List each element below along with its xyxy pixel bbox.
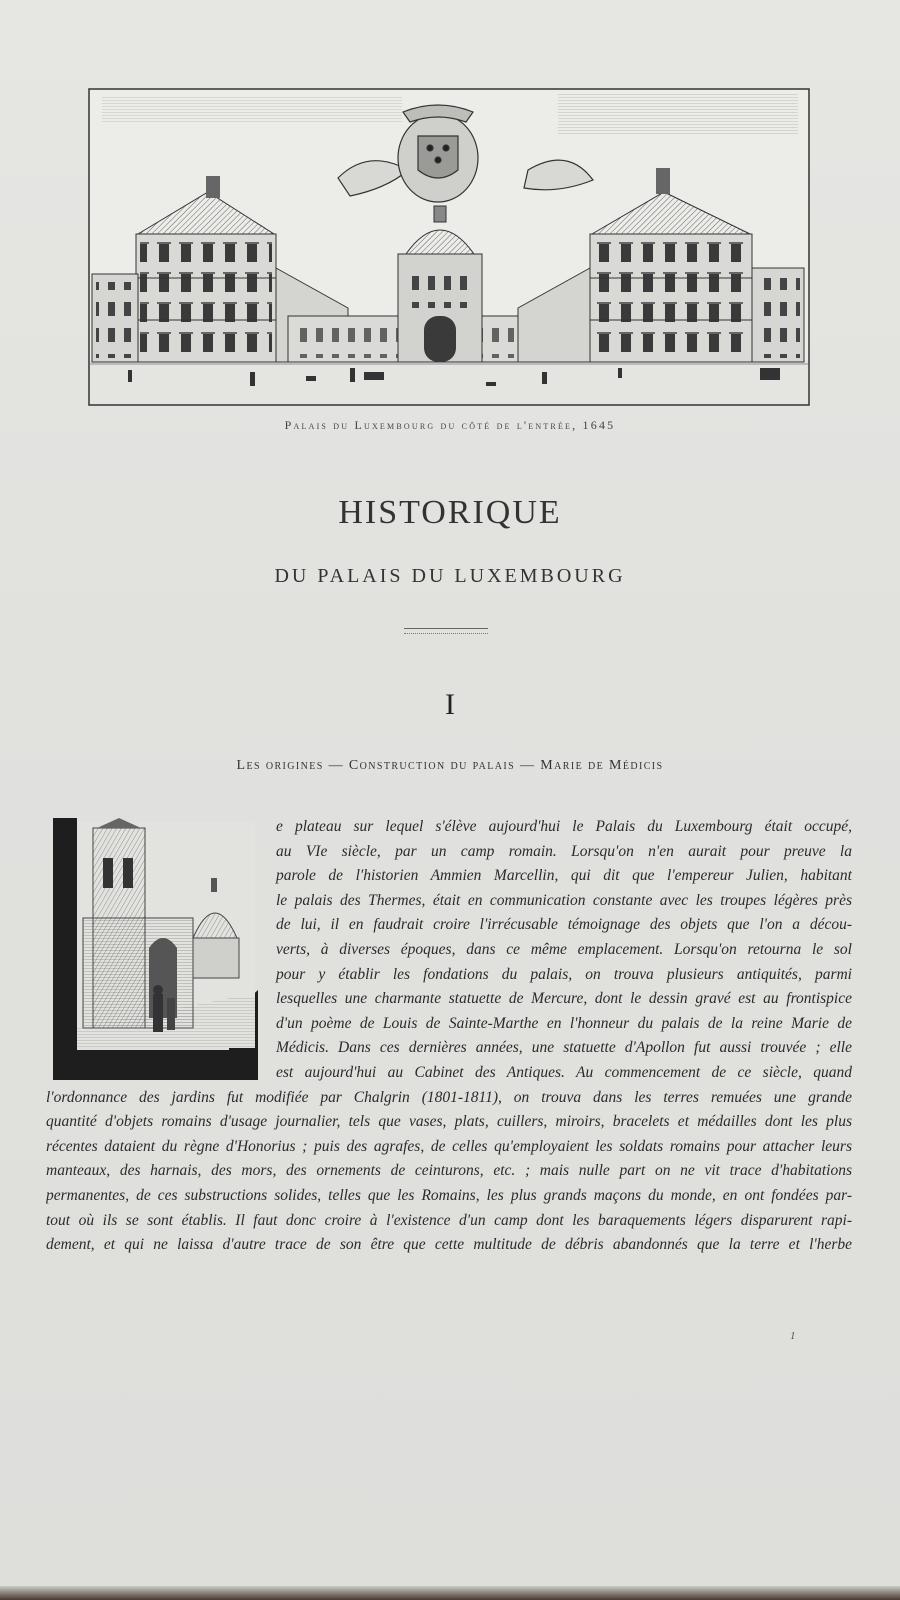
title-ornament — [404, 628, 488, 634]
body-line: e plateau sur lequel s'élève aujourd'hui le Palais du Luxembourg était occupé, — [276, 818, 852, 835]
body-line: est aujourd'hui au Cabinet des Antiques. Au commencement de ce siècle, quand — [276, 1063, 852, 1081]
body-line: de lui, il en faudrait croire l'irrécusable témoignage des objets que l'on a décou- — [276, 916, 852, 934]
body-line: Médicis. Dans ces dernières années, une statuette d'Apollon fut aussi trouvée ; elle — [276, 1039, 852, 1057]
body-line: manteaux, des harnais, des mors, des ornements de ceinturons, etc. ; mais nulle part on ne vit trace d'habitations — [46, 1162, 852, 1180]
body-line: permanentes, de ces substructions solides, telles que les Romains, les plus grands maçons du monde, en ont fondées par- — [46, 1186, 852, 1204]
body-line: l'ordonnance des jardins fut modifiée par Chalgrin (1801-1811), on trouva dans les terres remuées une grande — [46, 1088, 852, 1106]
body-line: d'un poème de Louis de Sainte-Marthe en l'honneur du palais de la reine Marie de — [276, 1014, 852, 1032]
page-bottom-edge — [0, 1586, 900, 1600]
body-line: quantité d'objets romains d'usage journalier, tels que vases, plats, cuillers, miroirs, bracelets et médailles dont les plus — [46, 1113, 852, 1131]
body-line: le palais des Thermes, était en communication constante avec les troupes légères près — [276, 891, 852, 909]
page-number: 1 — [790, 1330, 796, 1342]
body-line: verts, à diverses époques, dans ce même emplacement. Lorsqu'on retourna le sol — [276, 940, 852, 958]
page-subtitle: DU PALAIS DU LUXEMBOURG — [274, 565, 626, 587]
page-title: HISTORIQUE — [338, 494, 562, 531]
body-text — [46, 815, 852, 1258]
body-line: au VIe siècle, par un camp romain. Lorsqu'on n'en aurait pour preuve la — [276, 842, 852, 860]
body-line: tout où ils se sont établis. Il faut donc croire à l'existence d'un camp dont les baraquements légers disparurent rapi- — [46, 1211, 852, 1229]
body-line: pour y établir les fondations du palais, on trouva plusieurs antiquités, parmi — [276, 965, 852, 983]
chapter-heading: Les origines — Construction du palais — Marie de Médicis — [236, 758, 664, 773]
body-line: lesquelles une charmante statuette de Mercure, dont le dessin gravé est au frontispice — [276, 990, 852, 1008]
palace-engraving — [88, 88, 810, 406]
chapter-number: I — [445, 688, 455, 721]
body-line: parole de l'historien Ammien Marcellin, qui dit que l'empereur Julien, habitant — [276, 867, 852, 885]
body-line: dement, et qui ne laissa d'autre trace de son être que cette multitude de débris abandonnés que la terre et l'herbe — [46, 1236, 852, 1254]
body-line: récentes dataient du règne d'Honorius ; puis des agrafes, de celles qu'employaient les soldats romains pour attacher leurs — [46, 1137, 852, 1155]
engraving-caption: Palais du Luxembourg du côté de l'entrée, 1645 — [284, 418, 616, 432]
